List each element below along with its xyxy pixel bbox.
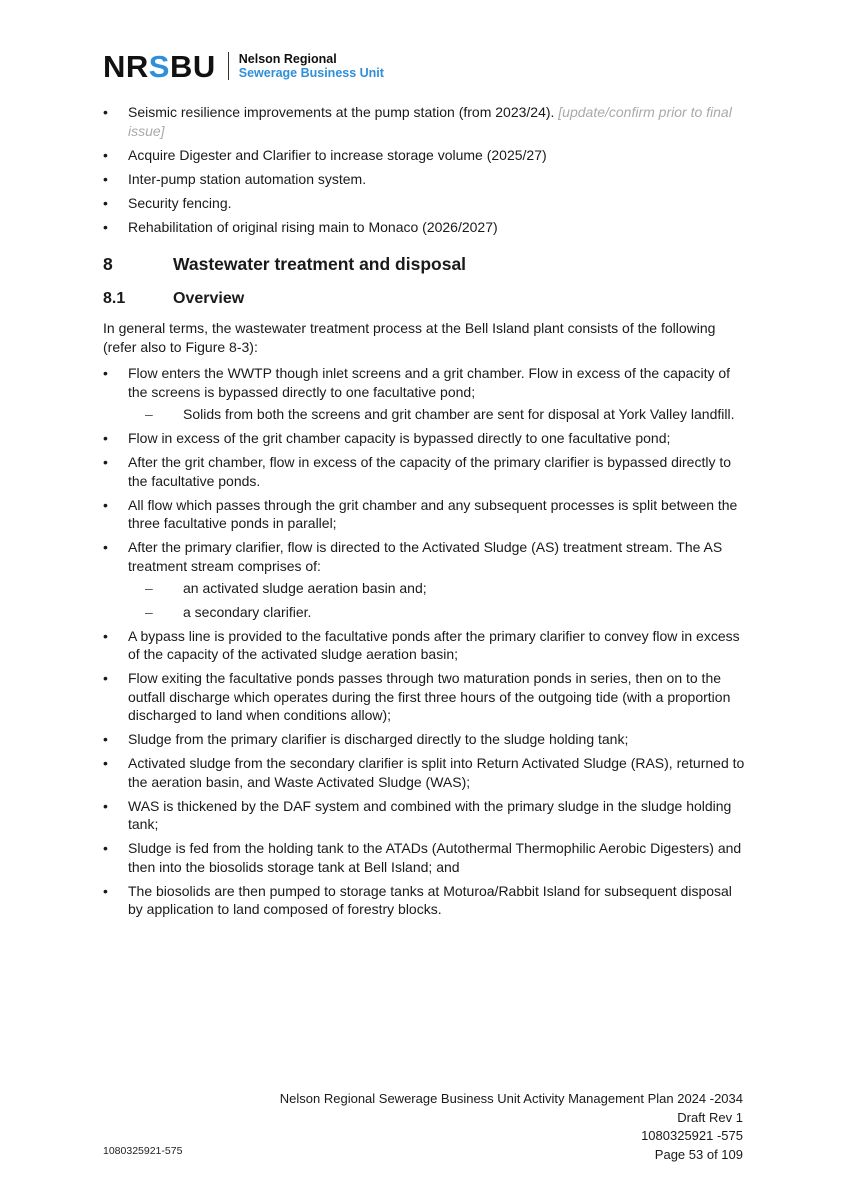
page-content: [103, 103, 748, 924]
section-heading: [103, 253, 748, 275]
top-bullet-list: [103, 103, 748, 236]
footer-page-number: Page 53 of 109: [654, 1146, 743, 1162]
list-item-text: Sludge is fed from the holding tank to the ATADs (Autothermal Thermophilic Aerobic Digesters) and then into the biosolids storage tank at Bell Island; and: [128, 840, 742, 875]
list-item: [103, 103, 748, 140]
list-item: [103, 496, 748, 533]
list-item: [103, 882, 748, 919]
subsection-number: 8.1: [103, 290, 126, 307]
list-item-text: Seismic resilience improvements at the pump station (from 2023/24).: [128, 104, 559, 120]
list-item-text: The biosolids are then pumped to storage tanks at Moturoa/Rabbit Island for subsequent disposal by application to land composed of forestry blocks.: [128, 882, 732, 917]
logo-line-1: Nelson Regional: [238, 52, 337, 66]
list-item: [103, 218, 748, 237]
list-item: [103, 730, 748, 749]
list-item-text: Flow exiting the facultative ponds passes through two maturation ponds in series, then on to the outfall discharge which operates during the first three hours of the outgoing tide (with a proportion discharged to land when conditions allow);: [128, 670, 731, 723]
list-item: [103, 839, 748, 876]
footer-revision: Draft Rev 1: [677, 1109, 743, 1125]
list-item: [103, 754, 748, 791]
list-item-text: Rehabilitation of original rising main to Monaco (2026/2027): [128, 218, 498, 235]
list-item: [103, 627, 748, 664]
list-item-text: Sludge from the primary clarifier is discharged directly to the sludge holding tank;: [128, 731, 629, 747]
list-item-text: Acquire Digester and Clarifier to increase storage volume (2025/27): [128, 146, 547, 163]
list-item: [103, 538, 748, 621]
page-footer: [103, 1090, 743, 1170]
list-item: [103, 194, 748, 213]
logo-divider: [228, 52, 229, 80]
sub-list-item: – an activated sludge aeration basin and;: [128, 579, 748, 598]
list-item-text: Inter-pump station automation system.: [128, 170, 367, 187]
subsection-heading: [103, 289, 748, 309]
sub-list: [128, 579, 748, 621]
section-title: Wastewater treatment and disposal: [173, 254, 467, 274]
page-header: [103, 50, 384, 82]
list-item: [103, 429, 748, 448]
list-item-text: WAS is thickened by the DAF system and combined with the primary sludge in the sludge holding tank;: [128, 797, 732, 832]
list-item-text: Flow in excess of the grit chamber capacity is bypassed directly to one facultative pond;: [128, 430, 671, 446]
list-item: [103, 146, 748, 165]
logo-s: S: [148, 48, 170, 84]
sub-list-item: – a secondary clarifier.: [128, 603, 748, 622]
footer-doc-number: 1080325921 -575: [641, 1128, 743, 1143]
editor-note: [update/confirm prior to final issue]: [128, 104, 732, 139]
intro-paragraph: In general terms, the wastewater treatment process at the Bell Island plant consists of the following (refer also to Figure 8-3):: [103, 320, 716, 355]
sub-list-item: – Solids from both the screens and grit chamber are sent for disposal at York Valley landfill.: [128, 405, 748, 424]
list-item: [103, 453, 748, 490]
logo-wordmark: [239, 52, 384, 80]
list-item-text: All flow which passes through the grit chamber and any subsequent processes is split between the three facultative ponds in parallel;: [128, 496, 738, 531]
list-item-text: Security fencing.: [128, 194, 232, 211]
process-bullet-list: [103, 364, 748, 919]
logo-bu: BU: [169, 48, 216, 84]
footer-doc-ref: 1080325921-575: [103, 1145, 183, 1157]
logo-line-2: Sewerage Business Unit: [238, 66, 384, 80]
section-number: 8: [103, 254, 113, 274]
list-item-text: A bypass line is provided to the facultative ponds after the primary clarifier to convey flow in excess of the capacity of the activated sludge aeration basin;: [128, 627, 740, 662]
logo-nr: NR: [103, 48, 149, 84]
list-item-text: Flow enters the WWTP though inlet screens and a grit chamber. Flow in excess of the capacity of the screens is bypassed directly to one facultative pond;: [128, 365, 731, 400]
footer-info: [280, 1090, 743, 1164]
subsection-title: Overview: [173, 290, 245, 307]
list-item: [103, 364, 748, 424]
list-item-text: After the grit chamber, flow in excess of the capacity of the primary clarifier is bypassed directly to the facultative ponds.: [128, 454, 732, 489]
sub-list: [128, 405, 748, 424]
list-item-text: Activated sludge from the secondary clarifier is split into Return Activated Sludge (RAS), returned to the aeration basin, and Waste Activated Sludge (WAS);: [128, 755, 745, 790]
list-item: [103, 669, 748, 725]
list-item: [103, 170, 748, 189]
list-item-text: After the primary clarifier, flow is directed to the Activated Sludge (AS) treatment stream. The AS treatment stream comprises of:: [128, 539, 723, 574]
nrsbu-logo: [103, 48, 216, 84]
footer-title: Nelson Regional Sewerage Business Unit Activity Management Plan 2024 -2034: [279, 1091, 743, 1106]
list-item: [103, 797, 748, 834]
